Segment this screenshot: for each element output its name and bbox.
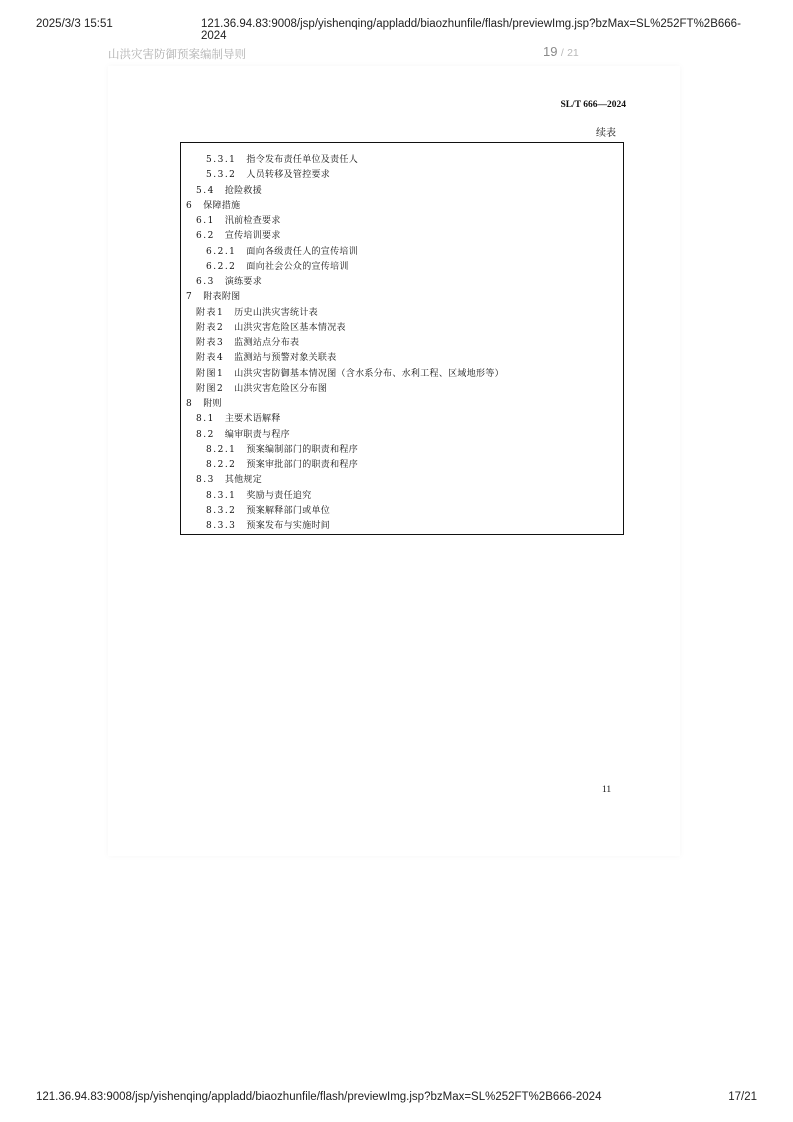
current-page-number[interactable]: 19 bbox=[543, 44, 558, 59]
print-footer bbox=[36, 1091, 757, 1107]
toc-entry-number: 8.2 bbox=[196, 429, 215, 440]
toc-entry bbox=[186, 198, 240, 211]
toc-entry-title: 主要术语解释 bbox=[224, 414, 281, 425]
toc-entry-number: 7 bbox=[186, 292, 194, 303]
total-pages: 21 bbox=[567, 47, 579, 59]
toc-entry bbox=[196, 411, 281, 424]
toc-entry bbox=[206, 167, 330, 180]
toc-entry bbox=[196, 320, 346, 333]
toc-entry-number: 6.2.1 bbox=[206, 246, 237, 257]
toc-entry-number: 附表2 bbox=[196, 322, 225, 333]
toc-entry-title: 山洪灾害防御基本情况图（含水系分布、水利工程、区域地形等） bbox=[234, 368, 504, 379]
toc-entry-title: 监测站与预警对象关联表 bbox=[234, 353, 337, 364]
toc-entry bbox=[196, 274, 262, 287]
toc-entry bbox=[196, 335, 299, 348]
toc-entry-title: 山洪灾害危险区分布图 bbox=[234, 383, 328, 394]
toc-entry-number: 6.2 bbox=[196, 231, 215, 242]
toc-entry bbox=[196, 366, 504, 379]
toc-entry bbox=[196, 427, 290, 440]
toc-entry-title: 人员转移及管控要求 bbox=[246, 170, 331, 181]
toc-entry-title: 山洪灾害危险区基本情况表 bbox=[234, 322, 346, 333]
toc-entry-title: 抢险救援 bbox=[224, 185, 263, 196]
toc-entry-number: 附图2 bbox=[196, 383, 225, 394]
toc-entry-title: 奖励与责任追究 bbox=[246, 490, 312, 501]
print-header bbox=[36, 18, 757, 42]
toc-entry-number: 6.2.2 bbox=[206, 261, 237, 272]
toc-entry-title: 预案解释部门或单位 bbox=[246, 505, 331, 516]
toc-entry-title: 演练要求 bbox=[224, 277, 263, 287]
toc-entry bbox=[196, 183, 262, 196]
toc-entry-title: 保障措施 bbox=[203, 200, 241, 211]
page-indicator bbox=[543, 44, 579, 59]
toc-table bbox=[180, 142, 624, 535]
toc-entry-number: 5.3.1 bbox=[206, 155, 237, 165]
document-page bbox=[108, 66, 680, 856]
toc-entry-number: 附表4 bbox=[196, 353, 225, 364]
toc-entry-number: 附表1 bbox=[196, 307, 225, 318]
toc-entry bbox=[186, 289, 240, 302]
toc-entry-title: 监测站点分布表 bbox=[234, 338, 300, 348]
toc-entry bbox=[206, 488, 312, 501]
toc-entry-number: 8 bbox=[186, 399, 194, 409]
toc-entry-title: 汛前检查要求 bbox=[224, 216, 281, 226]
toc-entry bbox=[196, 228, 281, 241]
toc-entry bbox=[196, 305, 318, 318]
toc-entry-number: 8.3 bbox=[196, 475, 215, 486]
toc-entry bbox=[206, 152, 358, 165]
toc-entry-number: 8.2.2 bbox=[206, 460, 237, 470]
toc-entry bbox=[206, 457, 358, 470]
toc-entry bbox=[206, 244, 358, 257]
toc-entry-title: 历史山洪灾害统计表 bbox=[234, 307, 318, 318]
toc-entry-title: 指令发布责任单位及责任人 bbox=[246, 155, 359, 165]
toc-entry-number: 6.1 bbox=[196, 216, 215, 226]
toc-entry-title: 预案发布与实施时间 bbox=[246, 521, 331, 531]
standard-code: SL/T 666—2024 bbox=[560, 100, 626, 110]
print-timestamp: 2025/3/3 15:51 bbox=[36, 18, 113, 30]
footer-url: 121.36.94.83:9008/jsp/yishenqing/appladd/biaozhunfile/flash/previewImg.jsp?bzMax=SL%252FT%2B666-2024 bbox=[36, 1091, 602, 1103]
document-title: 山洪灾害防御预案编制导则 bbox=[108, 49, 246, 61]
toc-entry bbox=[196, 381, 327, 394]
toc-entry bbox=[206, 503, 330, 516]
toc-entry bbox=[206, 259, 349, 272]
toc-entry bbox=[196, 213, 281, 226]
toc-entry-number: 8.3.2 bbox=[206, 505, 237, 516]
toc-entry-number: 5.3.2 bbox=[206, 170, 237, 181]
toc-entry bbox=[206, 442, 358, 455]
page-number: 11 bbox=[602, 785, 612, 795]
toc-entry-number: 附表3 bbox=[196, 338, 225, 348]
footer-page-count: 17/21 bbox=[728, 1091, 757, 1103]
toc-entry bbox=[186, 396, 222, 409]
print-url: 121.36.94.83:9008/jsp/yishenqing/appladd/biaozhunfile/flash/previewImg.jsp?bzMax=SL%252FT%2B666-2024 bbox=[201, 18, 741, 42]
toc-entry-number: 8.2.1 bbox=[206, 444, 237, 455]
toc-entry-title: 宣传培训要求 bbox=[224, 231, 281, 242]
toc-entry-number: 6.3 bbox=[196, 277, 215, 287]
toc-entry-number: 8.3.1 bbox=[206, 490, 237, 501]
toc-entry-title: 面向社会公众的宣传培训 bbox=[246, 261, 349, 272]
toc-entry-title: 附表附图 bbox=[203, 292, 241, 303]
toc-entry-title: 其他规定 bbox=[224, 475, 263, 486]
toc-entry-number: 6 bbox=[186, 200, 194, 211]
page-separator: / bbox=[560, 47, 564, 59]
toc-entry bbox=[206, 518, 330, 531]
toc-entry-number: 8.3.3 bbox=[206, 521, 237, 531]
toc-entry-title: 编审职责与程序 bbox=[224, 429, 290, 440]
viewer-toolbar bbox=[108, 44, 588, 64]
toc-entry-title: 预案编制部门的职责和程序 bbox=[246, 444, 359, 455]
toc-entry-number: 附图1 bbox=[196, 368, 225, 379]
toc-entry bbox=[196, 472, 262, 485]
toc-entry-title: 附则 bbox=[203, 399, 222, 409]
toc-entry bbox=[196, 350, 337, 363]
toc-entry-title: 预案审批部门的职责和程序 bbox=[246, 460, 359, 470]
toc-entry-number: 5.4 bbox=[196, 185, 215, 196]
toc-entry-title: 面向各级责任人的宣传培训 bbox=[246, 246, 359, 257]
toc-entry-number: 8.1 bbox=[196, 414, 215, 425]
continued-label: 续表 bbox=[596, 128, 616, 139]
